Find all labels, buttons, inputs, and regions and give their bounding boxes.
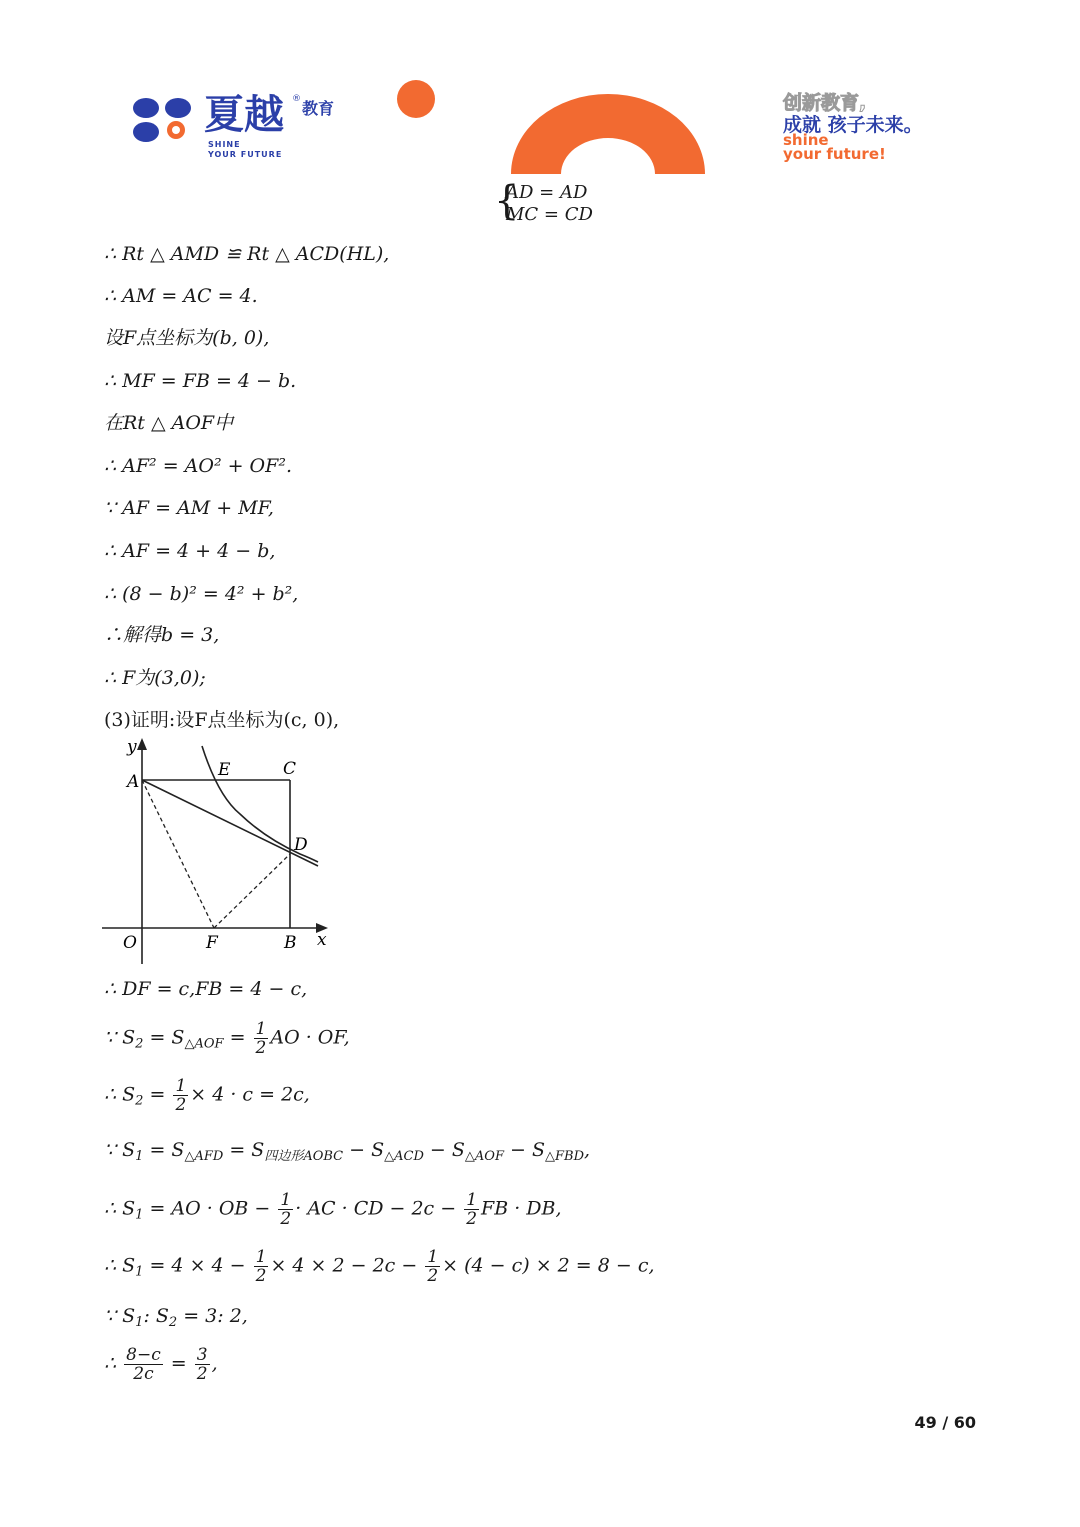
subscript: 四边形AOBC — [264, 1149, 344, 1164]
subscript: △AOF — [464, 1149, 504, 1164]
geometry-figure — [100, 736, 336, 968]
text-segment: ∵ S — [104, 1305, 136, 1327]
slogan-line-3: shine — [783, 131, 829, 149]
subscript: △ACD — [384, 1149, 424, 1164]
brand-logo — [132, 92, 362, 162]
text-segment: − S — [503, 1139, 545, 1161]
solution-line-10: ∴解得b = 3, — [104, 624, 220, 646]
fraction-denominator: 2 — [255, 1038, 267, 1058]
fraction — [254, 1248, 269, 1285]
subscript: △AFD — [184, 1149, 224, 1164]
slogan-line-2: 成就 孩子未来。 — [783, 114, 923, 136]
slogan-line-4: your future! — [783, 145, 886, 163]
system-row-1: AD = AD — [506, 182, 588, 203]
text-segment: = S — [143, 1139, 185, 1161]
proof-line-7 — [104, 1303, 248, 1336]
text-segment: = 4 × 4 − — [143, 1254, 252, 1277]
text-segment: − S — [423, 1139, 465, 1161]
segment-FD — [214, 854, 290, 928]
system-brace: { — [494, 178, 520, 224]
label-B: B — [284, 933, 297, 953]
solution-line-5: 在Rt △ AOF中 — [104, 412, 234, 434]
text-segment: × (4 − c) × 2 = 8 − c, — [442, 1254, 655, 1277]
brand-tag-2: YOUR FUTURE — [208, 150, 283, 159]
text-segment: ∴ — [104, 1352, 123, 1375]
text-segment: , — [584, 1139, 591, 1161]
fraction-denominator: 2 — [427, 1266, 439, 1286]
subscript: 2 — [135, 1036, 144, 1052]
segment-AF — [142, 780, 214, 928]
solution-line-11: ∴ F为(3,0); — [104, 667, 206, 689]
fraction-denominator: 2 — [255, 1266, 267, 1286]
fraction-numerator: 1 — [255, 1247, 267, 1267]
text-segment: ∵ S — [104, 1026, 136, 1049]
subscript: 1 — [135, 1315, 144, 1330]
proof-line-4 — [104, 1137, 590, 1170]
subscript: △AOF — [184, 1036, 224, 1052]
fraction — [278, 1191, 293, 1228]
solution-line-6: ∴ AF² = AO² + OF². — [104, 455, 292, 477]
fraction-denominator: 2 — [175, 1095, 187, 1115]
fraction-denominator: 2 — [196, 1364, 208, 1384]
fraction-denominator: 2 — [280, 1209, 292, 1229]
fraction-denominator: 2 — [466, 1209, 478, 1229]
subscript: 1 — [135, 1264, 144, 1280]
text-segment: = 3: 2, — [177, 1305, 248, 1327]
fraction — [464, 1191, 479, 1228]
fraction-numerator: 3 — [196, 1345, 208, 1365]
fraction — [254, 1020, 269, 1057]
system-row-2: MC = CD — [506, 204, 593, 225]
text-segment: ∵ S — [104, 1139, 136, 1161]
flower-icon — [132, 96, 194, 146]
label-D: D — [294, 835, 308, 855]
proof-line-8 — [104, 1346, 218, 1383]
slogan — [783, 88, 983, 168]
text-segment: ∴ S — [104, 1197, 136, 1220]
proof-line-2 — [104, 1020, 350, 1058]
label-A: A — [127, 772, 140, 792]
proof-line-3 — [104, 1077, 310, 1115]
label-x: x — [317, 930, 327, 950]
subscript: 2 — [168, 1315, 178, 1330]
subscript: 1 — [135, 1149, 144, 1164]
text-segment: = AO · OB − — [143, 1197, 277, 1220]
solution-line-2: ∴ AM = AC = 4. — [104, 285, 258, 307]
text-segment: × 4 × 2 − 2c − — [270, 1254, 424, 1277]
solution-line-7: ∵ AF = AM + MF, — [104, 497, 274, 519]
fraction-denominator: 2c — [133, 1364, 154, 1384]
brand-reg: ® — [292, 94, 301, 104]
fraction-numerator: 1 — [427, 1247, 439, 1267]
text-segment: · AC · CD − 2c − — [295, 1197, 463, 1220]
text-segment: ∴ S — [104, 1254, 136, 1277]
label-F: F — [206, 933, 218, 953]
slogan-line-1: 创新教育, — [783, 92, 867, 114]
solution-line-8: ∴ AF = 4 + 4 − b, — [104, 540, 276, 562]
text-segment: , — [211, 1352, 218, 1375]
fraction-numerator: 1 — [466, 1190, 478, 1210]
brand-tag-1: SHINE — [208, 140, 241, 149]
fraction-numerator: 8−c — [126, 1345, 161, 1365]
text-segment: AO · OF, — [270, 1026, 350, 1049]
label-y: y — [127, 737, 137, 757]
fraction-numerator: 1 — [280, 1190, 292, 1210]
text-segment: = — [143, 1083, 172, 1106]
text-segment: ∴ S — [104, 1083, 136, 1106]
fraction — [195, 1346, 210, 1383]
text-segment: × 4 · c = 2c, — [190, 1083, 310, 1106]
solution-line-3: 设F点坐标为(b, 0), — [104, 327, 270, 349]
proof-line-6 — [104, 1248, 655, 1286]
solution-line-9: ∴ (8 − b)² = 4² + b², — [104, 583, 299, 605]
fraction — [124, 1346, 163, 1383]
fraction-numerator: 1 — [255, 1019, 267, 1039]
proof-line-1: ∴ DF = c,FB = 4 − c, — [104, 978, 308, 1000]
solution-line-4: ∴ MF = FB = 4 − b. — [104, 370, 297, 392]
fraction — [173, 1077, 188, 1114]
brand-name: 夏越 — [204, 92, 284, 138]
text-segment: = S — [143, 1026, 185, 1049]
y-axis-arrow — [137, 738, 147, 750]
label-C: C — [283, 759, 297, 779]
subscript: △FBD — [545, 1149, 584, 1164]
text-segment: FB · DB, — [481, 1197, 562, 1220]
fraction — [425, 1248, 440, 1285]
label-E: E — [218, 760, 231, 780]
sun-arc-graphic — [390, 80, 720, 180]
label-O: O — [123, 933, 137, 953]
solution-line-1: ∴ Rt △ AMD ≌ Rt △ ACD(HL), — [104, 243, 390, 265]
page-number: 49 / 60 — [914, 1413, 976, 1432]
text-segment: = — [164, 1352, 193, 1375]
subscript: 1 — [135, 1207, 144, 1223]
subscript: 2 — [135, 1093, 144, 1109]
part-3-heading: (3)证明:设F点坐标为(c, 0), — [104, 709, 340, 731]
line-AD — [142, 780, 318, 866]
text-segment: : S — [143, 1305, 169, 1327]
text-segment: = — [223, 1026, 252, 1049]
text-segment: − S — [343, 1139, 385, 1161]
proof-line-5 — [104, 1191, 562, 1229]
text-segment: = S — [223, 1139, 265, 1161]
fraction-numerator: 1 — [175, 1076, 187, 1096]
brand-suffix: 教育 — [302, 99, 335, 118]
